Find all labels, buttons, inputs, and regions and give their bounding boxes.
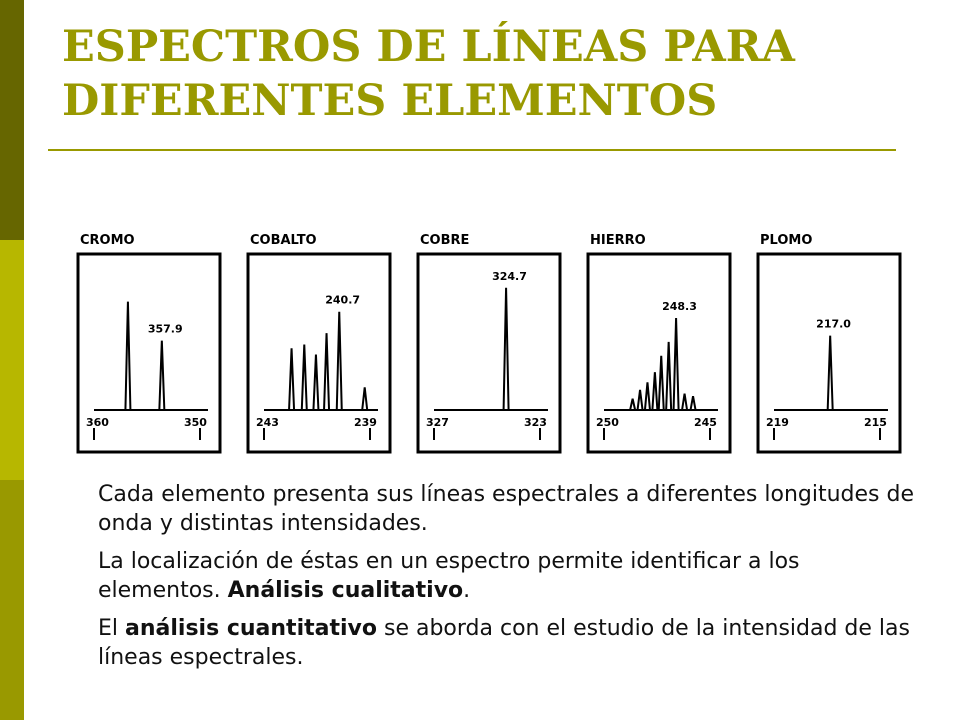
spectrum-title-cromo: CROMO xyxy=(80,233,135,248)
paragraph-2-end: . xyxy=(463,578,471,603)
axis-label-left-cromo: 360 xyxy=(86,416,109,429)
peak-label-cromo: 357.9 xyxy=(147,322,183,336)
spectral-line-cobalto-2 xyxy=(302,344,307,410)
spectral-line-hierro-7 xyxy=(674,318,679,410)
sidebar-segment-light xyxy=(0,240,24,480)
spectral-line-hierro-1 xyxy=(630,399,635,410)
peak-label-plomo: 217.0 xyxy=(816,317,851,331)
spectral-line-hierro-9 xyxy=(691,396,696,410)
slide-title: ESPECTROS DE LÍNEAS PARA DIFERENTES ELEMENTOS xyxy=(62,22,795,126)
spectral-line-cromo-2 xyxy=(159,341,164,410)
sidebar-accent xyxy=(0,0,24,720)
quantitative-analysis-term: análisis cuantitativo xyxy=(125,616,377,641)
paragraph-3-start: El xyxy=(98,616,126,641)
spectral-line-hierro-6 xyxy=(666,342,671,410)
paragraph-1: Cada elemento presenta sus líneas espectrales a diferentes longitudes de onda y distintas intensidades. xyxy=(98,482,915,536)
spectra-svg xyxy=(60,205,910,465)
title-divider xyxy=(48,149,896,151)
spectral-line-cobalto-3 xyxy=(313,355,318,410)
spectrum-title-cobre: COBRE xyxy=(420,233,470,248)
spectral-line-hierro-4 xyxy=(652,372,657,410)
sidebar-segment-dark xyxy=(0,0,24,240)
spectrum-title-cobalto: COBALTO xyxy=(250,233,317,248)
spectral-line-hierro-8 xyxy=(682,394,687,410)
paragraph-2-text: La localización de éstas en un espectro permite identificar a los elementos. xyxy=(98,549,800,603)
axis-label-left-plomo: 219 xyxy=(766,416,789,429)
axis-label-right-hierro: 245 xyxy=(694,416,717,429)
spectral-line-hierro-5 xyxy=(659,356,664,410)
body-text xyxy=(98,480,918,681)
spectral-line-cobre-1 xyxy=(504,288,509,410)
axis-label-left-cobre: 327 xyxy=(426,416,449,429)
axis-label-right-plomo: 215 xyxy=(864,416,887,429)
paragraph-3-text: se aborda con el estudio de la intensidad de las líneas espectrales. xyxy=(98,616,910,670)
spectral-line-cobalto-5 xyxy=(337,312,342,410)
spectra-figure xyxy=(60,205,910,465)
axis-label-right-cromo: 350 xyxy=(184,416,207,429)
peak-label-cobalto: 240.7 xyxy=(325,293,361,307)
spectrum-title-plomo: PLOMO xyxy=(760,233,813,248)
sidebar-segment-mid xyxy=(0,480,24,720)
axis-label-right-cobre: 323 xyxy=(524,416,547,429)
axis-label-right-cobalto: 239 xyxy=(354,416,377,429)
axis-label-left-hierro: 250 xyxy=(596,416,619,429)
spectrum-title-hierro: HIERRO xyxy=(590,233,646,248)
paragraph-2 xyxy=(98,547,918,605)
peak-label-cobre: 324.7 xyxy=(492,269,527,283)
spectral-line-hierro-2 xyxy=(638,390,643,410)
spectral-line-cobalto-6 xyxy=(362,387,367,410)
axis-label-left-cobalto: 243 xyxy=(256,416,279,429)
qualitative-analysis-term: Análisis cualitativo xyxy=(227,578,464,603)
spectral-line-cobalto-4 xyxy=(324,333,329,410)
paragraph-3 xyxy=(98,614,918,672)
spectral-line-plomo-1 xyxy=(828,336,833,410)
spectral-line-cobalto-1 xyxy=(289,348,294,410)
spectral-line-cromo-1 xyxy=(125,302,130,410)
peak-label-hierro: 248.3 xyxy=(662,300,697,314)
spectral-line-hierro-3 xyxy=(645,382,650,410)
